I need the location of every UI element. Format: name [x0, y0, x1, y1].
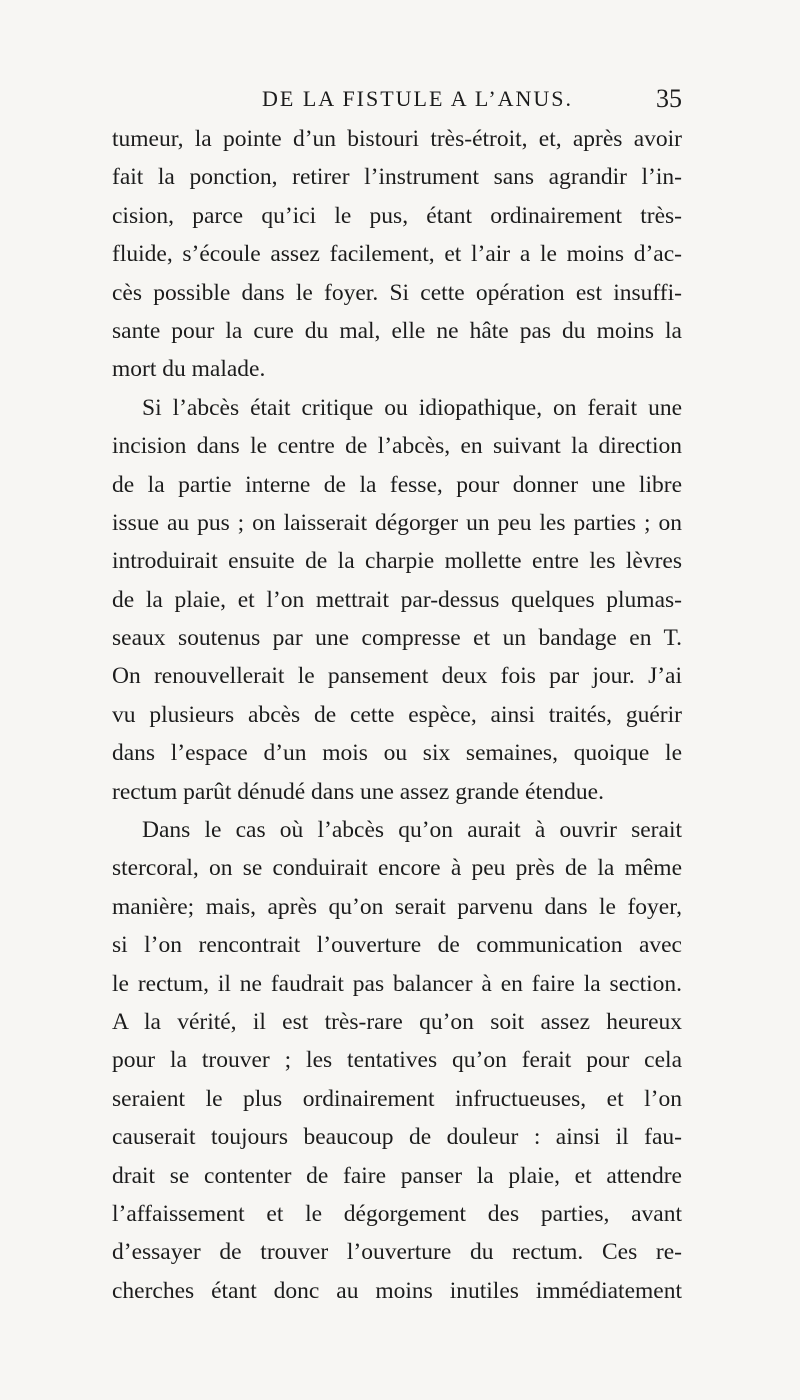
page-number: 35: [656, 84, 682, 113]
text-line: introduirait ensuite de la charpie mollette entre les lèvres: [112, 548, 682, 575]
text-line: si l’on rencontrait l’ouverture de communication avec: [112, 932, 682, 959]
running-title: DE LA FISTULE A L’ANUS.: [262, 86, 574, 111]
text-line: causerait toujours beaucoup de douleur : ainsi il fau-: [112, 1124, 682, 1151]
text-line: cision, parce qu’ici le pus, étant ordinairement très-: [112, 202, 682, 229]
text-line: seraient le plus ordinairement infructueuses, et l’on: [112, 1085, 682, 1112]
text-line: de la plaie, et l’on mettrait par-dessus quelques plumas-: [112, 586, 682, 613]
text-line: mort du malade.: [112, 356, 266, 383]
text-line: drait se contenter de faire panser la plaie, et attendre: [112, 1162, 682, 1189]
text-line: pour la trouver ; les tentatives qu’on ferait pour cela: [112, 1047, 682, 1074]
body-text: [112, 120, 682, 1310]
text-line: d’essayer de trouver l’ouverture du rectum. Ces re-: [112, 1239, 682, 1266]
text-line: manière; mais, après qu’on serait parvenu dans le foyer,: [112, 893, 682, 920]
text-line: stercoral, on se conduirait encore à peu près de la même: [112, 855, 682, 882]
text-line: cherches étant donc au moins inutiles immédiatement: [112, 1277, 682, 1304]
text-line: A la vérité, il est très-rare qu’on soit assez heureux: [112, 1008, 682, 1035]
text-line: cès possible dans le foyer. Si cette opération est insuffi-: [112, 279, 682, 306]
text-line: fait la ponction, retirer l’instrument sans agrandir l’in-: [112, 164, 682, 191]
text-line: l’affaissement et le dégorgement des parties, avant: [112, 1200, 682, 1227]
text-line: sante pour la cure du mal, elle ne hâte pas du moins la: [112, 317, 682, 344]
text-line: On renouvellerait le pansement deux fois par jour. J’ai: [112, 663, 682, 690]
running-head: [112, 84, 682, 114]
text-line: fluide, s’écoule assez facilement, et l’air a le moins d’ac-: [112, 241, 682, 268]
text-line: de la partie interne de la fesse, pour donner une libre: [112, 471, 682, 498]
text-line: rectum parût dénudé dans une assez grande étendue.: [112, 778, 604, 805]
text-line: dans l’espace d’un mois ou six semaines, quoique le: [112, 740, 682, 767]
text-line: issue au pus ; on laisserait dégorger un peu les parties ; on: [112, 509, 682, 536]
text-line: incision dans le centre de l’abcès, en suivant la direction: [112, 433, 682, 460]
text-line: Si l’abcès était critique ou idiopathique, on ferait une: [142, 394, 682, 421]
text-line: tumeur, la pointe d’un bistouri très-étroit, et, après avoir: [112, 126, 682, 152]
text-line: seaux soutenus par une compresse et un bandage en T.: [112, 625, 682, 652]
text-line: vu plusieurs abcès de cette espèce, ainsi traités, guérir: [112, 701, 682, 728]
text-line: le rectum, il ne faudrait pas balancer à en faire la section.: [112, 970, 682, 997]
text-line: Dans le cas où l’abcès qu’on aurait à ouvrir serait: [142, 817, 682, 844]
